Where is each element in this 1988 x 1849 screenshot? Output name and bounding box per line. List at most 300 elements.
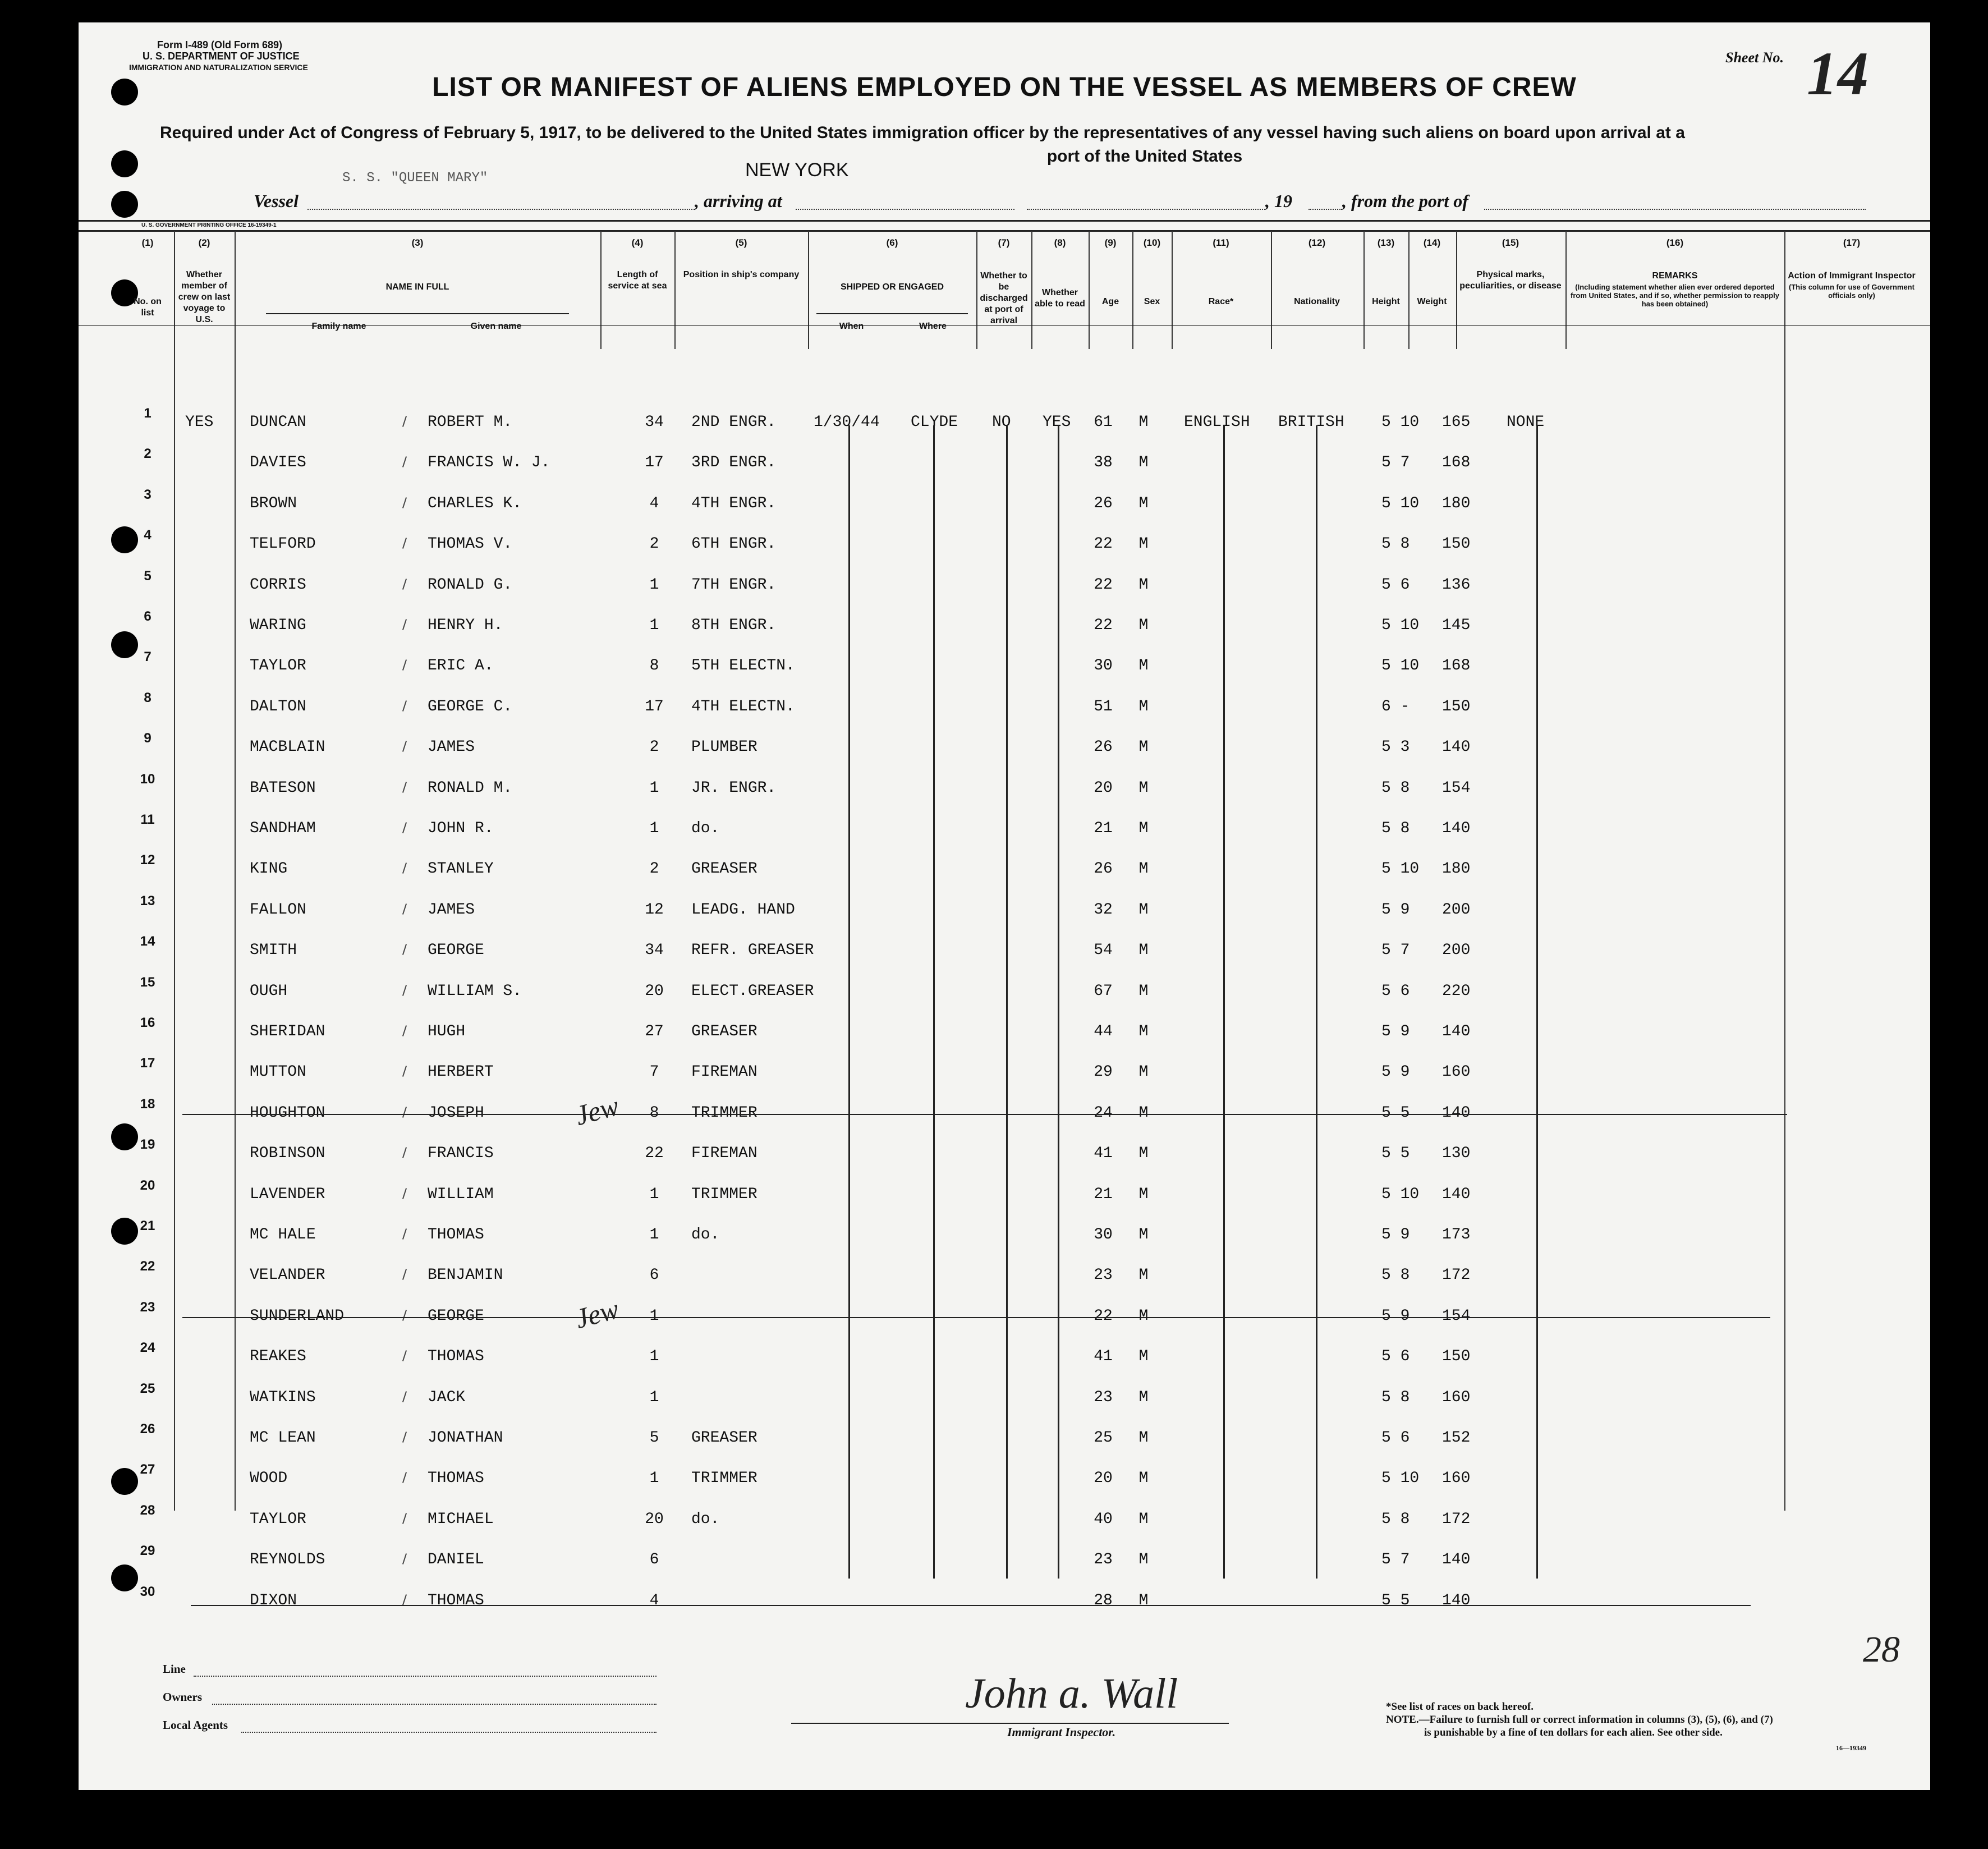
check-tick (402, 456, 407, 467)
check-tick (402, 1107, 407, 1118)
cell-age: 67 (1094, 983, 1113, 1000)
cell-service: 27 (645, 1023, 664, 1040)
cell-height: 5 7 (1381, 1551, 1410, 1568)
column-header: Whether member of crew on last voyage to U.S. (178, 270, 231, 324)
cell-weight: 160 (1442, 1389, 1471, 1406)
cell-family: DUNCAN (250, 414, 306, 431)
ditto-mark-where (933, 425, 935, 1579)
check-tick (402, 1147, 407, 1158)
cell-weight: 150 (1442, 698, 1471, 715)
check-tick (402, 862, 407, 874)
column-number: (8) (1054, 237, 1066, 248)
row-number: 25 (140, 1381, 155, 1396)
cell-height: 5 10 (1381, 495, 1420, 512)
row-number: 2 (144, 446, 151, 461)
cell-position: TRIMMER (691, 1104, 757, 1122)
column-number: (16) (1666, 237, 1684, 248)
cell-given: MICHAEL (428, 1511, 494, 1528)
row-number: 27 (140, 1462, 155, 1477)
cell-family: MC LEAN (250, 1429, 316, 1447)
port-from-label: , from the port of (1342, 191, 1468, 211)
cell-sex: M (1138, 1023, 1149, 1040)
column-header: Nationality (1294, 297, 1340, 306)
column-header: Height (1372, 297, 1400, 306)
cell-weight: 152 (1442, 1429, 1471, 1447)
column-number: (2) (198, 237, 210, 248)
cell-given: THOMAS (428, 1592, 484, 1609)
cell-position: GREASER (691, 1429, 757, 1447)
cell-sex: M (1138, 1511, 1149, 1528)
cell-height: 5 9 (1381, 1023, 1410, 1040)
manifest-sheet (79, 22, 1930, 1790)
cell-height: 5 10 (1381, 1186, 1420, 1203)
cell-service: 1 (649, 1307, 659, 1325)
cell-position: 3RD ENGR. (691, 454, 777, 471)
punch-hole (111, 1123, 138, 1150)
row-number: 9 (144, 731, 151, 746)
cell-family: DAVIES (250, 454, 306, 471)
subtitle-line-2: port of the United States (1046, 147, 1243, 166)
cell-sex: M (1138, 495, 1149, 512)
cell-sex: M (1138, 860, 1149, 878)
cell-given: HERBERT (428, 1063, 494, 1081)
ditto-mark-discharged (1006, 425, 1008, 1579)
port-stamp: NEW YORK (745, 159, 849, 181)
cell-age: 29 (1094, 1063, 1113, 1081)
vessel-name: S. S. "QUEEN MARY" (342, 171, 488, 186)
row-number: 21 (140, 1218, 155, 1233)
cell-age: 23 (1094, 1389, 1113, 1406)
cell-sex: M (1138, 1104, 1149, 1122)
cell-height: 5 10 (1381, 657, 1420, 675)
cell-age: 41 (1094, 1145, 1113, 1162)
cell-sex: M (1138, 576, 1149, 594)
cell-height: 5 10 (1381, 414, 1420, 431)
cell-family: DIXON (250, 1592, 297, 1609)
row-number: 24 (140, 1340, 155, 1355)
cell-weight: 140 (1442, 1551, 1471, 1568)
row-number: 16 (140, 1015, 155, 1030)
column-header: No. on list (134, 297, 162, 318)
cell-service: 6 (649, 1267, 659, 1284)
printing-office-line: U. S. GOVERNMENT PRINTING OFFICE 16-19349-1 (141, 222, 277, 228)
column-header: SHIPPED OR ENGAGED (840, 282, 944, 292)
department-name: U. S. DEPARTMENT OF JUSTICE (143, 51, 300, 62)
form-number: Form I-489 (Old Form 689) (157, 39, 283, 51)
cell-position: ELECT.GREASER (691, 983, 814, 1000)
cell-service: 1 (649, 1226, 659, 1244)
column-number: (10) (1143, 237, 1161, 248)
cell-weight: 168 (1442, 657, 1471, 675)
cell-age: 28 (1094, 1592, 1113, 1609)
cell-age: 23 (1094, 1267, 1113, 1284)
cell-age: 22 (1094, 1307, 1113, 1325)
cell-given: BENJAMIN (428, 1267, 503, 1284)
check-tick (402, 1310, 407, 1321)
column-number: (4) (631, 237, 644, 248)
check-tick (402, 1553, 407, 1564)
cell-sex: M (1138, 1267, 1149, 1284)
cell-weight: 140 (1442, 820, 1471, 837)
check-tick (402, 944, 407, 955)
row-number: 30 (140, 1584, 155, 1599)
line-label: Line (163, 1662, 186, 1676)
punch-hole (111, 1468, 138, 1495)
cell-position: 6TH ENGR. (691, 535, 777, 553)
cell-age: 26 (1094, 495, 1113, 512)
column-number: (11) (1213, 237, 1229, 248)
cell-height: 5 5 (1381, 1104, 1410, 1122)
cell-weight: 154 (1442, 779, 1471, 797)
cell-height: 5 7 (1381, 454, 1410, 471)
handwritten-annotation: Jew (572, 1089, 622, 1132)
column-number: (17) (1843, 237, 1861, 248)
punch-hole (111, 1564, 138, 1591)
cell-sex: M (1138, 1348, 1149, 1365)
cell-sex: M (1138, 617, 1149, 634)
check-tick (402, 1269, 407, 1280)
row-number: 10 (140, 772, 155, 787)
row-number: 3 (144, 487, 151, 502)
cell-family: DALTON (250, 698, 306, 715)
cell-given: RONALD G. (428, 576, 513, 594)
cell-nationality: BRITISH (1278, 414, 1344, 431)
cell-given: JACK (428, 1389, 466, 1406)
year-label: , 19 (1265, 191, 1292, 211)
check-tick (402, 619, 407, 630)
row-number: 20 (140, 1178, 155, 1193)
cell-marks: NONE (1507, 414, 1545, 431)
cell-service: 1 (649, 820, 659, 837)
cell-service: 20 (645, 983, 664, 1000)
cell-service: 1 (649, 1389, 659, 1406)
cell-weight: 200 (1442, 942, 1471, 959)
cell-family: OUGH (250, 983, 288, 1000)
cell-age: 22 (1094, 617, 1113, 634)
cell-height: 5 10 (1381, 617, 1420, 634)
cell-service: 2 (649, 860, 659, 878)
row-number: 7 (144, 649, 151, 664)
cell-age: 21 (1094, 1186, 1113, 1203)
cell-discharged: NO (992, 414, 1011, 431)
check-tick (402, 985, 407, 996)
cell-given: CHARLES K. (428, 495, 522, 512)
cell-race: ENGLISH (1184, 414, 1250, 431)
cell-position: GREASER (691, 1023, 757, 1040)
column-header: Sex (1144, 297, 1160, 306)
check-tick (402, 1188, 407, 1199)
owners-label: Owners (163, 1690, 202, 1704)
column-subheader: Given name (470, 322, 522, 331)
row-number: 18 (140, 1096, 155, 1112)
row-number: 19 (140, 1137, 155, 1152)
row-number: 22 (140, 1259, 155, 1274)
ditto-mark-race (1223, 425, 1225, 1579)
check-tick (402, 1472, 407, 1483)
check-tick (402, 497, 407, 508)
cell-given: DANIEL (428, 1551, 484, 1568)
check-tick (402, 659, 407, 671)
column-header: Race* (1208, 297, 1234, 306)
row-number: 15 (140, 975, 155, 990)
check-tick (402, 579, 407, 590)
cell-position: FIREMAN (691, 1145, 757, 1162)
cell-position: GREASER (691, 860, 757, 878)
column-subheader: Where (919, 322, 947, 331)
cell-given: JAMES (428, 901, 475, 919)
sheet-number-label: Sheet No. (1725, 49, 1784, 66)
ditto-mark-when (848, 425, 850, 1579)
cell-service: 1 (649, 576, 659, 594)
row-number: 13 (140, 893, 155, 909)
local-agents-label: Local Agents (163, 1718, 228, 1732)
check-tick (402, 700, 407, 712)
cell-sex: M (1138, 820, 1149, 837)
cell-service: 17 (645, 698, 664, 715)
cell-weight: 130 (1442, 1145, 1471, 1162)
check-tick (402, 782, 407, 793)
cell-given: GEORGE (428, 1307, 484, 1325)
cell-age: 38 (1094, 454, 1113, 471)
cell-when: 1/30/44 (814, 414, 880, 431)
cell-sex: M (1138, 779, 1149, 797)
cell-position: TRIMMER (691, 1186, 757, 1203)
row-number: 1 (144, 406, 151, 421)
cell-sex: M (1138, 901, 1149, 919)
cell-age: 23 (1094, 1551, 1113, 1568)
cell-sex: M (1138, 1470, 1149, 1487)
inspector-signature: John a. Wall (965, 1670, 1178, 1717)
cell-given: WILLIAM S. (428, 983, 522, 1000)
column-number: (15) (1502, 237, 1519, 248)
cell-weight: 172 (1442, 1511, 1471, 1528)
cell-age: 25 (1094, 1429, 1113, 1447)
row-number: 23 (140, 1300, 155, 1315)
cell-age: 22 (1094, 535, 1113, 553)
cell-weight: 160 (1442, 1063, 1471, 1081)
cell-age: 51 (1094, 698, 1113, 715)
check-tick (402, 741, 407, 752)
check-tick (402, 1066, 407, 1077)
cell-given: THOMAS (428, 1470, 484, 1487)
column-subheader: Family name (311, 322, 366, 331)
cell-family: MUTTON (250, 1063, 306, 1081)
column-number: (13) (1377, 237, 1395, 248)
cell-sex: M (1138, 414, 1149, 431)
vessel-label: Vessel (254, 191, 299, 211)
cell-given: RONALD M. (428, 779, 513, 797)
punch-hole (111, 631, 138, 658)
sheet-number-value: 14 (1807, 39, 1868, 108)
cell-family: SMITH (250, 942, 297, 959)
ditto-mark-marks (1536, 425, 1538, 1579)
cell-weight: 180 (1442, 495, 1471, 512)
cell-family: WOOD (250, 1470, 288, 1487)
cell-position: 7TH ENGR. (691, 576, 777, 594)
cell-service: 2 (649, 535, 659, 553)
cell-age: 30 (1094, 1226, 1113, 1244)
cell-service: 34 (645, 414, 664, 431)
cell-height: 5 9 (1381, 1307, 1410, 1325)
row-number: 28 (140, 1503, 155, 1518)
cell-family: REYNOLDS (250, 1551, 325, 1568)
cell-sex: M (1138, 1389, 1149, 1406)
cell-family: BATESON (250, 779, 316, 797)
cell-height: 5 8 (1381, 820, 1410, 837)
cell-sex: M (1138, 1145, 1149, 1162)
cell-weight: 165 (1442, 414, 1471, 431)
cell-age: 20 (1094, 779, 1113, 797)
cell-service: 22 (645, 1145, 664, 1162)
cell-given: JOSEPH (428, 1104, 484, 1122)
cell-service: 1 (649, 779, 659, 797)
cell-position: JR. ENGR. (691, 779, 777, 797)
check-tick (402, 538, 407, 549)
cell-position: LEADG. HAND (691, 901, 795, 919)
cell-sex: M (1138, 1551, 1149, 1568)
cell-weight: 136 (1442, 576, 1471, 594)
cell-sex: M (1138, 657, 1149, 675)
cell-position: TRIMMER (691, 1470, 757, 1487)
races-note: *See list of races on back hereof. (1386, 1701, 1534, 1713)
immigrant-inspector-label: Immigrant Inspector. (1007, 1725, 1116, 1739)
cell-height: 5 6 (1381, 1348, 1410, 1365)
cell-given: ERIC A. (428, 657, 494, 675)
cell-position: do. (691, 1511, 720, 1528)
cell-weight: 180 (1442, 860, 1471, 878)
row-number: 29 (140, 1543, 155, 1558)
check-tick (402, 1513, 407, 1524)
failure-note: NOTE.—Failure to furnish full or correct information in columns (3), (5), (6), and (7) (1386, 1714, 1773, 1726)
service-name: IMMIGRATION AND NATURALIZATION SERVICE (129, 63, 308, 72)
cell-position: PLUMBER (691, 738, 757, 756)
handwritten-annotation: Jew (572, 1292, 622, 1335)
cell-age: 20 (1094, 1470, 1113, 1487)
cell-family: TAYLOR (250, 1511, 306, 1528)
row-number: 11 (140, 812, 155, 827)
cell-sex: M (1138, 1592, 1149, 1609)
check-tick (402, 416, 407, 427)
fine-note: is punishable by a fine of ten dollars for each alien. See other side. (1424, 1727, 1723, 1738)
form-identification (129, 39, 308, 73)
cell-family: HOUGHTON (250, 1104, 325, 1122)
row-number: 17 (140, 1056, 155, 1071)
cell-service: 4 (649, 495, 659, 512)
cell-height: 5 8 (1381, 1389, 1410, 1406)
cell-height: 6 - (1381, 698, 1410, 715)
cell-weight: 150 (1442, 1348, 1471, 1365)
cell-service: 1 (649, 617, 659, 634)
column-header: NAME IN FULL (385, 282, 449, 292)
cell-given: STANLEY (428, 860, 494, 878)
cell-position: do. (691, 820, 720, 837)
ditto-mark-read (1058, 425, 1059, 1579)
cell-given: GEORGE C. (428, 698, 513, 715)
cell-given: HUGH (428, 1023, 466, 1040)
cell-position: REFR. GREASER (691, 942, 814, 959)
cell-weight: 154 (1442, 1307, 1471, 1325)
cell-sex: M (1138, 535, 1149, 553)
cell-family: LAVENDER (250, 1186, 325, 1203)
cell-family: CORRIS (250, 576, 306, 594)
cell-age: 26 (1094, 738, 1113, 756)
check-tick (402, 1350, 407, 1361)
cell-given: FRANCIS (428, 1145, 494, 1162)
cell-given: JAMES (428, 738, 475, 756)
cell-service: 2 (649, 738, 659, 756)
cell-weight: 140 (1442, 1592, 1471, 1609)
form-code: 16—19349 (1836, 1744, 1866, 1752)
column-header: Weight (1417, 297, 1447, 306)
cell-height: 5 3 (1381, 738, 1410, 756)
check-tick (402, 1391, 407, 1402)
cell-family: WATKINS (250, 1389, 316, 1406)
cell-position: 4TH ELECTN. (691, 698, 795, 715)
cell-sex: M (1138, 454, 1149, 471)
punch-hole (111, 526, 138, 553)
cell-service: 6 (649, 1551, 659, 1568)
cell-given: FRANCIS W. J. (428, 454, 550, 471)
cell-position: 2ND ENGR. (691, 414, 777, 431)
column-header: Whether able to read (1035, 288, 1085, 309)
column-header: Length of service at sea (608, 270, 667, 291)
cell-service: 1 (649, 1348, 659, 1365)
punch-hole (111, 1218, 138, 1245)
cell-given: THOMAS (428, 1348, 484, 1365)
cell-given: JOHN R. (428, 820, 494, 837)
cell-family: REAKES (250, 1348, 306, 1365)
strike-through-line (182, 1114, 1787, 1115)
column-number: (1) (141, 237, 154, 248)
cell-position: 4TH ENGR. (691, 495, 777, 512)
cell-height: 5 9 (1381, 901, 1410, 919)
cell-weight: 173 (1442, 1226, 1471, 1244)
strike-through-line (182, 1317, 1770, 1318)
cell-height: 5 10 (1381, 1470, 1420, 1487)
cell-family: MACBLAIN (250, 738, 325, 756)
cell-age: 26 (1094, 860, 1113, 878)
cell-weight: 220 (1442, 983, 1471, 1000)
check-tick (402, 1594, 407, 1605)
cell-age: 54 (1094, 942, 1113, 959)
check-tick (402, 822, 407, 833)
arriving-label: , arriving at (695, 191, 782, 211)
check-tick (402, 1025, 407, 1036)
cell-given: GEORGE (428, 942, 484, 959)
cell-age: 22 (1094, 576, 1113, 594)
cell-sex: M (1138, 942, 1149, 959)
cell-service: 34 (645, 942, 664, 959)
check-tick (402, 1432, 407, 1443)
cell-age: 61 (1094, 414, 1113, 431)
column-header: REMARKS (1652, 271, 1698, 281)
cell-height: 5 5 (1381, 1592, 1410, 1609)
cell-height: 5 9 (1381, 1063, 1410, 1081)
cell-sex: M (1138, 1307, 1149, 1325)
cell-sex: M (1138, 698, 1149, 715)
column-subheader: When (839, 322, 864, 331)
cell-service: 12 (645, 901, 664, 919)
cell-height: 5 7 (1381, 942, 1410, 959)
cell-family: SUNDERLAND (250, 1307, 345, 1325)
cell-age: 40 (1094, 1511, 1113, 1528)
cell-height: 5 6 (1381, 983, 1410, 1000)
cell-position: 8TH ENGR. (691, 617, 777, 634)
cell-given: HENRY H. (428, 617, 503, 634)
cell-where: CLYDE (911, 414, 958, 431)
row-number: 8 (144, 690, 151, 705)
column-number: (7) (998, 237, 1010, 248)
